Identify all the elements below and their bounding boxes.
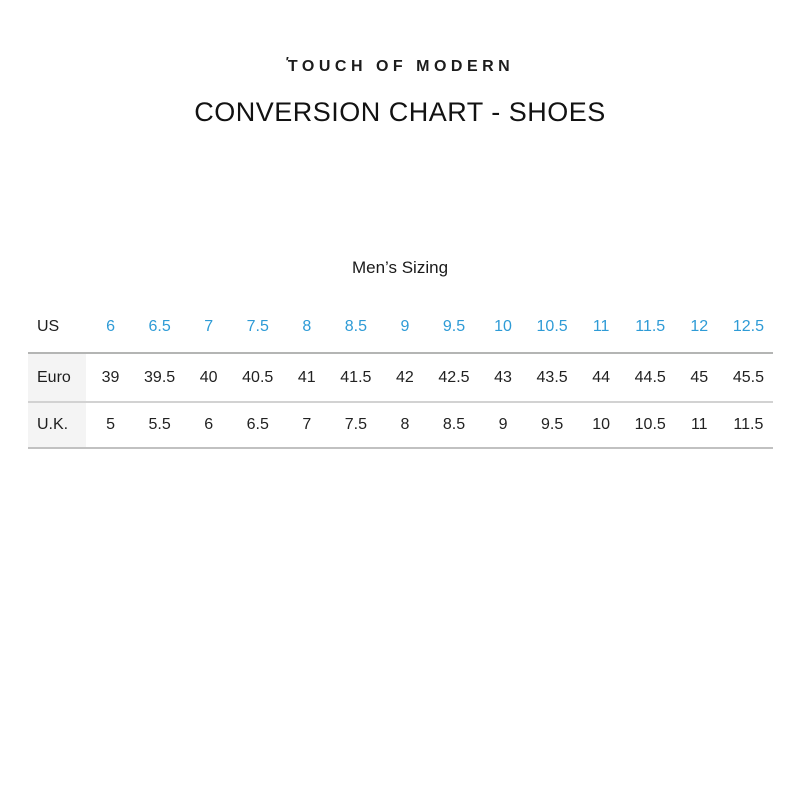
- brand-logo: [0, 54, 800, 76]
- size-cell: 10: [592, 416, 611, 433]
- size-cell: 11.5: [635, 318, 666, 335]
- size-cell: 39.5: [144, 368, 176, 386]
- size-cell: 8: [400, 416, 410, 433]
- size-cell: 10.5: [536, 318, 568, 335]
- size-cell: 11.5: [733, 416, 764, 433]
- size-cell: 9: [400, 318, 410, 335]
- size-cell: 7: [204, 318, 214, 335]
- size-cell: 10: [494, 318, 512, 335]
- size-cell: 42.5: [438, 368, 470, 386]
- size-cell: 39: [101, 368, 120, 386]
- row-label: U.K.: [28, 402, 86, 448]
- size-cell: 40: [199, 368, 218, 386]
- size-conversion-table: [28, 302, 773, 449]
- size-cell: 6.5: [148, 318, 171, 335]
- size-cell: 7.5: [246, 318, 269, 335]
- table-row-uk: [28, 402, 773, 448]
- size-cell: 6: [204, 416, 214, 433]
- size-cell: 45: [690, 368, 709, 386]
- size-cell: 5.5: [148, 416, 171, 433]
- size-cell: 6: [106, 318, 115, 335]
- logo-tick-mark: ′: [285, 54, 289, 69]
- size-cell: 5: [106, 416, 115, 433]
- row-label: US: [37, 318, 60, 335]
- size-table-body: [28, 302, 773, 448]
- size-cell: 45.5: [732, 368, 764, 386]
- size-cell: 42: [396, 368, 414, 386]
- page-title: CONVERSION CHART - SHOES: [194, 97, 606, 127]
- size-cell: 41: [297, 368, 316, 386]
- size-cell: 43: [494, 368, 512, 386]
- size-cell: 6.5: [246, 416, 269, 433]
- size-cell: 9.5: [442, 318, 466, 335]
- table-row-euro: [28, 353, 773, 402]
- table-row-us: [28, 302, 773, 353]
- size-cell: 44: [592, 368, 611, 386]
- size-cell: 8.5: [344, 318, 367, 335]
- size-cell: 11: [592, 318, 610, 335]
- size-cell: 8.5: [442, 416, 466, 433]
- size-cell: 8: [302, 318, 312, 335]
- section-title-mens-sizing: Men’s Sizing: [351, 258, 449, 277]
- row-label: Euro: [28, 353, 86, 402]
- brand-logo-text: TOUCH OF MODERN: [287, 58, 515, 75]
- size-cell: 44.5: [634, 368, 666, 386]
- size-cell: 7: [302, 416, 312, 433]
- size-cell: 7.5: [344, 416, 367, 433]
- size-cell: 41.5: [340, 368, 372, 386]
- size-cell: 43.5: [536, 368, 568, 386]
- size-cell: 12: [690, 318, 709, 335]
- size-cell: 9.5: [540, 416, 564, 433]
- size-cell: 12.5: [732, 318, 764, 335]
- size-cell: 40.5: [242, 368, 274, 386]
- size-cell: 11: [690, 416, 708, 433]
- size-cell: 9: [498, 416, 508, 433]
- size-cell: 10.5: [634, 416, 666, 433]
